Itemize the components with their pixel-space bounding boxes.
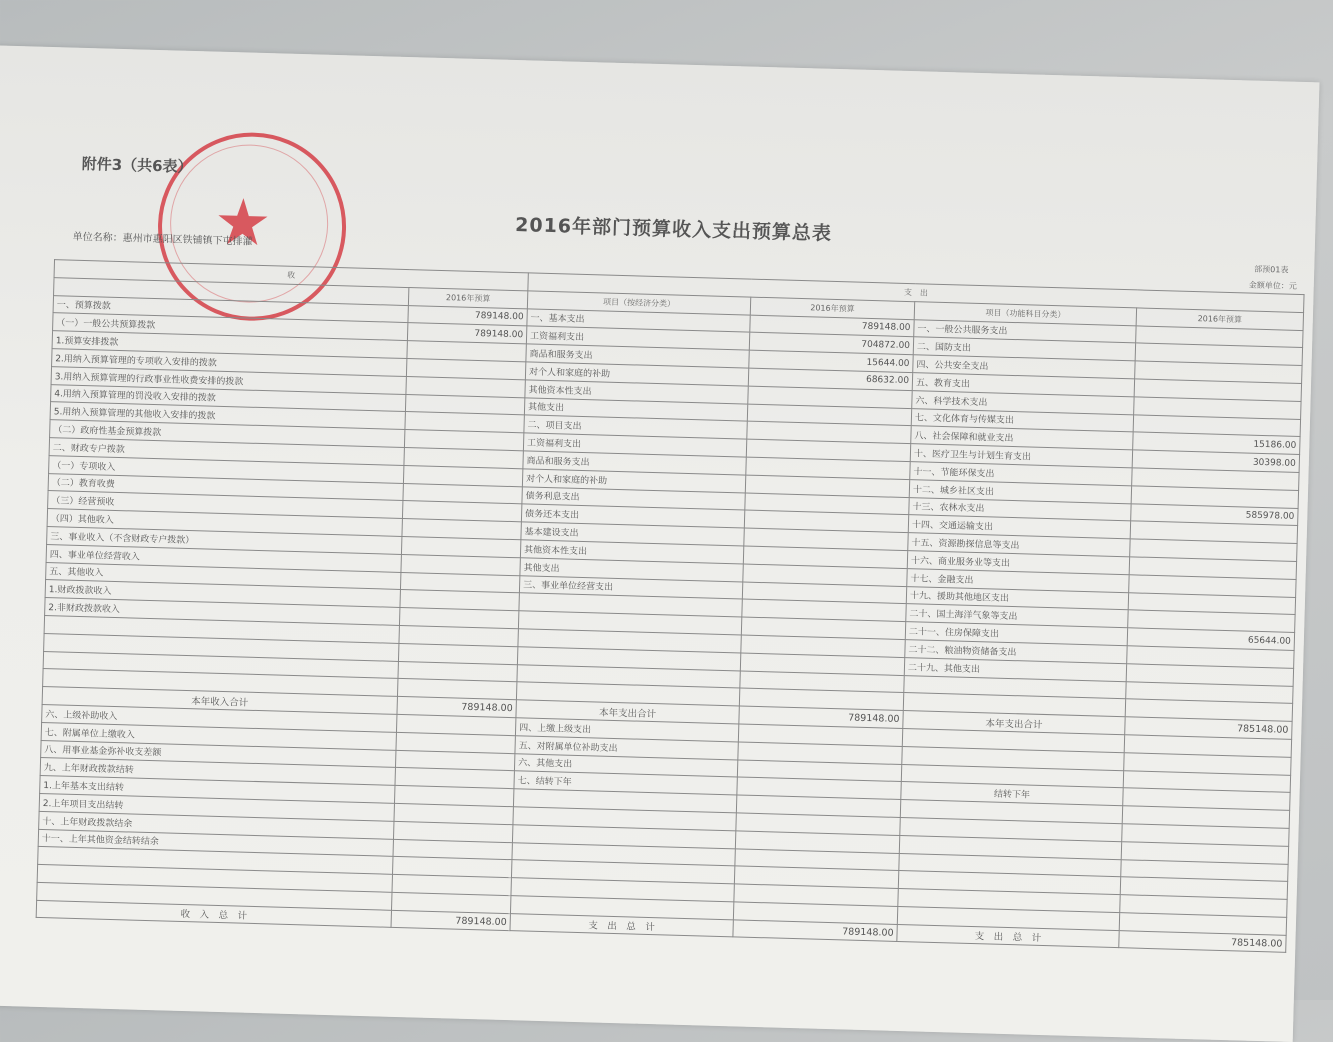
func-item: 五、教育支出 — [912, 373, 1134, 397]
econ-item: 四、上缴上级支出 — [515, 718, 738, 742]
econ-item: 三、事业单位经营支出 — [519, 575, 742, 599]
expense-header: 支 出 — [528, 273, 1304, 312]
econ-item: 商品和服务支出 — [526, 344, 749, 368]
func-item: 十六、商业服务业等支出 — [907, 551, 1129, 575]
currency-unit: 金额单位：元 — [1248, 280, 1297, 291]
econ-total-amount: 789148.00 — [733, 920, 897, 942]
func-item: 十四、交通运输支出 — [908, 515, 1130, 539]
func-item: 十七、金融支出 — [907, 568, 1129, 592]
income-budget-header: 2016年预算 — [408, 287, 527, 308]
econ-item: 七、结转下年 — [514, 771, 737, 795]
func-total-label: 支 出 总 计 — [897, 924, 1119, 948]
form-number: 部预01表 — [1254, 264, 1289, 275]
econ-item: 一、基本支出 — [527, 308, 750, 332]
income-item: 1.上年基本支出结转 — [40, 776, 395, 804]
func-item: 二、国防支出 — [913, 337, 1135, 361]
unit-name: 单位名称：惠州市惠阳区铁铺镇下屯排灌 — [72, 231, 253, 248]
income-subtotal-label: 本年收入合计 — [42, 687, 397, 715]
func-item: 六、科学技术支出 — [912, 390, 1134, 414]
income-item: （一）一般公共预算拨款 — [53, 313, 408, 341]
econ-amount: 68632.00 — [748, 368, 912, 390]
func-item: 十五、资源勘探信息等支出 — [908, 533, 1130, 557]
attachment-label: 附件3（共6表） — [81, 154, 193, 176]
func-budget-header: 2016年预算 — [1136, 308, 1303, 330]
econ-item-header: 项目（按经济分类） — [527, 291, 750, 315]
econ-subtotal-amount: 789148.00 — [739, 706, 903, 728]
income-item: 2.上年项目支出结转 — [39, 793, 394, 821]
income-total-amount: 789148.00 — [391, 910, 510, 931]
income-item: 六、上级补助收入 — [42, 704, 397, 732]
econ-subtotal-label: 本年支出合计 — [516, 700, 739, 724]
income-header: 收 — [54, 260, 528, 291]
func-item: 二十二、粮油物资储备支出 — [905, 640, 1127, 664]
income-item: 三、事业收入（不含财政专户拨款） — [47, 527, 402, 555]
econ-amount: 704872.00 — [749, 332, 913, 354]
func-item: 七、文化体育与传媒支出 — [911, 408, 1133, 432]
page-title: 2016年部门预算收入支出预算总表 — [514, 214, 833, 245]
econ-item: 其他支出 — [524, 397, 747, 421]
income-item: 十、上年财政拨款结余 — [39, 811, 394, 839]
income-item: 2.用纳入预算管理的专项收入安排的拨款 — [52, 349, 407, 377]
seal-star-icon: ★ — [213, 185, 273, 262]
income-item: 4.用纳入预算管理的罚没收入安排的拨款 — [51, 384, 406, 412]
func-item-header: 项目（功能科目分类） — [914, 301, 1136, 325]
income-amount: 789148.00 — [408, 305, 527, 326]
econ-amount: 15644.00 — [749, 350, 913, 372]
func-subtotal-label: 本年支出合计 — [903, 711, 1125, 735]
econ-item: 债务利息支出 — [522, 486, 745, 510]
income-item: 1.财政拨款收入 — [45, 580, 400, 608]
func-item: 二十、国土海洋气象等支出 — [906, 604, 1128, 628]
income-item: 5.用纳入预算管理的其他收入安排的拨款 — [50, 402, 405, 430]
econ-item: 其他支出 — [520, 558, 743, 582]
func-subtotal-amount: 785148.00 — [1125, 717, 1292, 739]
func-item: 二十九、其他支出 — [904, 657, 1126, 681]
econ-item: 其他资本性支出 — [520, 540, 743, 564]
func-item: 四、公共安全支出 — [913, 355, 1135, 379]
income-item: 1.预算安排拨款 — [52, 331, 407, 359]
income-subtotal-amount: 789148.00 — [397, 697, 516, 718]
document-page — [0, 45, 1319, 1042]
econ-item: 基本建设支出 — [521, 522, 744, 546]
econ-total-label: 支 出 总 计 — [510, 913, 733, 937]
income-item: 五、其他收入 — [46, 562, 401, 590]
income-amount: 789148.00 — [407, 323, 526, 344]
func-item: 十、医疗卫生与计划生育支出 — [910, 444, 1132, 468]
income-item: 八、用事业基金弥补收支差额 — [41, 740, 396, 768]
income-item: （四）其他收入 — [47, 509, 402, 537]
budget-table — [36, 259, 1305, 953]
func-amount: 585978.00 — [1131, 503, 1298, 525]
func-item: 一、一般公共服务支出 — [914, 319, 1136, 343]
income-item: 2.非财政拨款收入 — [45, 598, 400, 626]
income-item: 十一、上年其他资金结转结余 — [38, 829, 393, 857]
income-item: 3.用纳入预算管理的行政事业性收费安排的拨款 — [51, 366, 406, 394]
econ-item: 债务还本支出 — [521, 504, 744, 528]
income-item: 九、上年财政拨款结转 — [40, 758, 395, 786]
income-item: 二、财政专户拨款 — [49, 438, 404, 466]
econ-item: 工资福利支出 — [523, 433, 746, 457]
func-item: 结转下年 — [901, 782, 1123, 806]
econ-item: 五、对附属单位补助支出 — [515, 735, 738, 759]
func-total-amount: 785148.00 — [1119, 930, 1286, 952]
income-item: 七、附属单位上缴收入 — [41, 722, 396, 750]
func-amount: 15186.00 — [1133, 432, 1300, 454]
econ-item: 对个人和家庭的补助 — [525, 362, 748, 386]
func-item: 二十一、住房保障支出 — [905, 622, 1127, 646]
econ-item: 二、项目支出 — [524, 415, 747, 439]
income-item: （三）经营预收 — [48, 491, 403, 519]
income-item: （一）专项收入 — [49, 455, 404, 483]
income-item: 四、事业单位经营收入 — [46, 544, 401, 572]
func-amount: 30398.00 — [1132, 450, 1299, 472]
income-total-label: 收 入 总 计 — [36, 900, 391, 928]
func-amount: 65644.00 — [1127, 628, 1294, 650]
func-item: 十九、援助其他地区支出 — [906, 586, 1128, 610]
func-item: 八、社会保障和就业支出 — [911, 426, 1133, 450]
func-item: 十二、城乡社区支出 — [909, 479, 1131, 503]
income-item: 一、预算拨款 — [53, 295, 408, 323]
income-item: （二）教育收费 — [48, 473, 403, 501]
econ-item: 对个人和家庭的补助 — [522, 469, 745, 493]
func-item: 十一、节能环保支出 — [910, 462, 1132, 486]
income-item: （二）政府性基金预算拨款 — [50, 420, 405, 448]
econ-item: 其他资本性支出 — [525, 380, 748, 404]
econ-amount: 789148.00 — [750, 315, 914, 337]
econ-item: 六、其他支出 — [514, 753, 737, 777]
econ-item: 工资福利支出 — [526, 326, 749, 350]
econ-budget-header: 2016年预算 — [750, 297, 914, 319]
econ-item: 商品和服务支出 — [523, 451, 746, 475]
func-item: 十三、农林水支出 — [909, 497, 1131, 521]
